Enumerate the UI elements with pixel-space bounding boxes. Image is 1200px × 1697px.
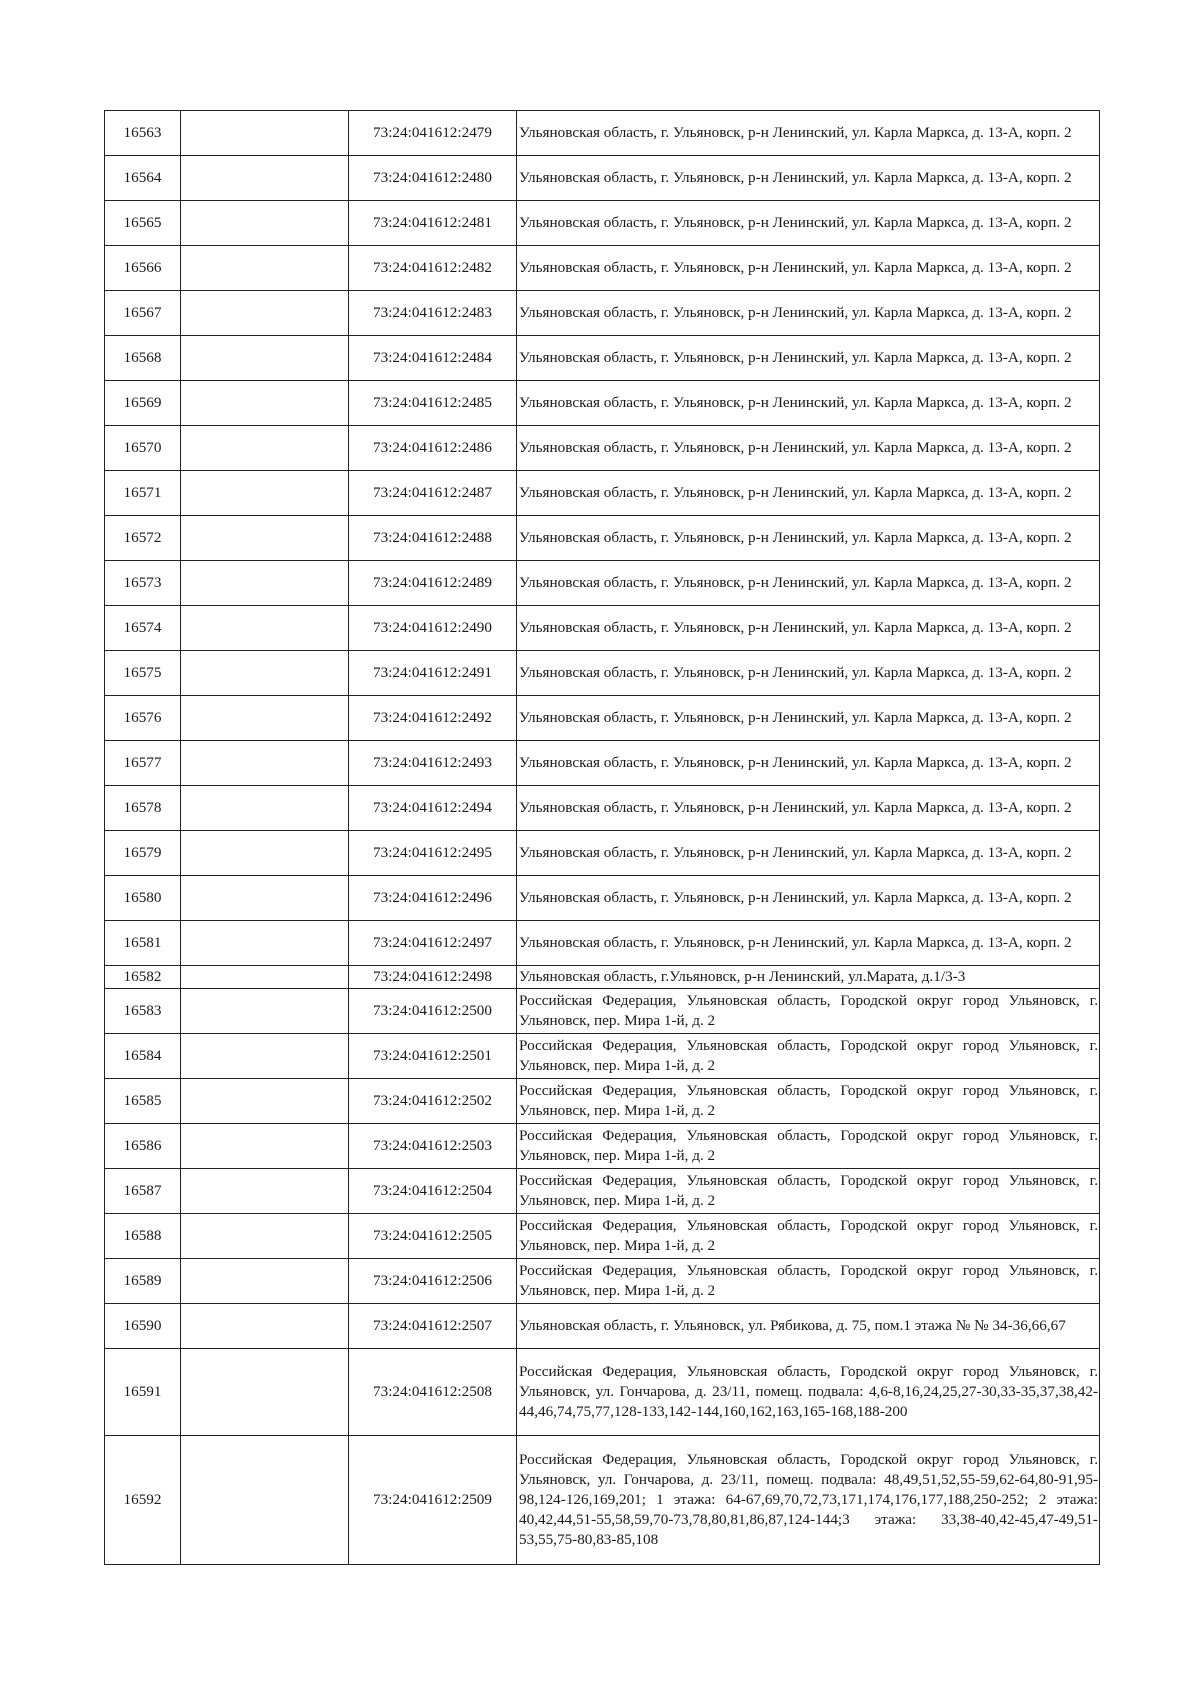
empty-cell	[181, 1349, 349, 1436]
empty-cell	[181, 516, 349, 561]
table-row	[105, 1034, 1100, 1079]
row-number-cell: 16576	[105, 696, 181, 741]
address-cell: Ульяновская область, г. Ульяновск, р-н Ленинский, ул. Карла Маркса, д. 13-А, корп. 2	[517, 741, 1100, 786]
address-cell: Российская Федерация, Ульяновская область, Городской округ город Ульяновск, г. Ульяновск, пер. Мира 1-й, д. 2	[517, 989, 1100, 1034]
empty-cell	[181, 921, 349, 966]
cadastral-number-cell: 73:24:041612:2486	[349, 426, 517, 471]
cadastral-number-cell: 73:24:041612:2509	[349, 1436, 517, 1565]
address-cell: Ульяновская область, г. Ульяновск, р-н Ленинский, ул. Карла Маркса, д. 13-А, корп. 2	[517, 516, 1100, 561]
cadastral-number-cell: 73:24:041612:2488	[349, 516, 517, 561]
empty-cell	[181, 1259, 349, 1304]
address-cell: Ульяновская область, г. Ульяновск, р-н Ленинский, ул. Карла Маркса, д. 13-А, корп. 2	[517, 381, 1100, 426]
cadastral-number-cell: 73:24:041612:2497	[349, 921, 517, 966]
empty-cell	[181, 201, 349, 246]
empty-cell	[181, 831, 349, 876]
address-cell: Ульяновская область, г. Ульяновск, р-н Ленинский, ул. Карла Маркса, д. 13-А, корп. 2	[517, 246, 1100, 291]
empty-cell	[181, 291, 349, 336]
address-cell: Ульяновская область, г. Ульяновск, р-н Ленинский, ул. Карла Маркса, д. 13-А, корп. 2	[517, 426, 1100, 471]
cadastral-number-cell: 73:24:041612:2489	[349, 561, 517, 606]
table-row	[105, 291, 1100, 336]
address-cell: Ульяновская область, г. Ульяновск, р-н Ленинский, ул. Карла Маркса, д. 13-А, корп. 2	[517, 201, 1100, 246]
row-number-cell: 16583	[105, 989, 181, 1034]
row-number-cell: 16584	[105, 1034, 181, 1079]
empty-cell	[181, 246, 349, 291]
cadastral-number-cell: 73:24:041612:2490	[349, 606, 517, 651]
table-row	[105, 1124, 1100, 1169]
cadastral-number-cell: 73:24:041612:2498	[349, 966, 517, 989]
cadastral-number-cell: 73:24:041612:2485	[349, 381, 517, 426]
address-cell: Ульяновская область, г. Ульяновск, р-н Ленинский, ул. Карла Маркса, д. 13-А, корп. 2	[517, 561, 1100, 606]
row-number-cell: 16580	[105, 876, 181, 921]
address-cell: Ульяновская область, г. Ульяновск, р-н Ленинский, ул. Карла Маркса, д. 13-А, корп. 2	[517, 336, 1100, 381]
address-cell: Российская Федерация, Ульяновская область, Городской округ город Ульяновск, г. Ульяновск, пер. Мира 1-й, д. 2	[517, 1214, 1100, 1259]
address-cell: Ульяновская область, г. Ульяновск, р-н Ленинский, ул. Карла Маркса, д. 13-А, корп. 2	[517, 156, 1100, 201]
address-cell: Ульяновская область, г. Ульяновск, р-н Ленинский, ул. Карла Маркса, д. 13-А, корп. 2	[517, 291, 1100, 336]
empty-cell	[181, 1124, 349, 1169]
address-cell: Российская Федерация, Ульяновская область, Городской округ город Ульяновск, г. Ульяновск, пер. Мира 1-й, д. 2	[517, 1259, 1100, 1304]
empty-cell	[181, 426, 349, 471]
row-number-cell: 16585	[105, 1079, 181, 1124]
address-cell: Российская Федерация, Ульяновская область, Городской округ город Ульяновск, г. Ульяновск, ул. Гончарова, д. 23/11, помещ. подвала: 4,6-8,16,24,25,27-30,33-35,37,38,42-44,46,74,75,77,128-133,142-144,160,162,163,165-168,188-200	[517, 1349, 1100, 1436]
row-number-cell: 16563	[105, 111, 181, 156]
row-number-cell: 16565	[105, 201, 181, 246]
address-cell: Ульяновская область, г. Ульяновск, р-н Ленинский, ул. Карла Маркса, д. 13-А, корп. 2	[517, 606, 1100, 651]
row-number-cell: 16587	[105, 1169, 181, 1214]
address-cell: Ульяновская область, г. Ульяновск, р-н Ленинский, ул. Карла Маркса, д. 13-А, корп. 2	[517, 921, 1100, 966]
table-row	[105, 741, 1100, 786]
row-number-cell: 16586	[105, 1124, 181, 1169]
cadastral-number-cell: 73:24:041612:2504	[349, 1169, 517, 1214]
table-row	[105, 1259, 1100, 1304]
table-row	[105, 381, 1100, 426]
cadastral-number-cell: 73:24:041612:2483	[349, 291, 517, 336]
cadastral-number-cell: 73:24:041612:2481	[349, 201, 517, 246]
cadastral-number-cell: 73:24:041612:2508	[349, 1349, 517, 1436]
registry-table	[104, 110, 1100, 1565]
cadastral-number-cell: 73:24:041612:2501	[349, 1034, 517, 1079]
table-row	[105, 831, 1100, 876]
row-number-cell: 16589	[105, 1259, 181, 1304]
row-number-cell: 16570	[105, 426, 181, 471]
row-number-cell: 16574	[105, 606, 181, 651]
cadastral-number-cell: 73:24:041612:2496	[349, 876, 517, 921]
row-number-cell: 16575	[105, 651, 181, 696]
table-row	[105, 336, 1100, 381]
address-cell: Ульяновская область, г. Ульяновск, ул. Рябикова, д. 75, пом.1 этажа № № 34-36,66,67	[517, 1304, 1100, 1349]
row-number-cell: 16571	[105, 471, 181, 516]
row-number-cell: 16568	[105, 336, 181, 381]
address-cell: Ульяновская область, г. Ульяновск, р-н Ленинский, ул. Карла Маркса, д. 13-А, корп. 2	[517, 696, 1100, 741]
table-row	[105, 966, 1100, 989]
table-row	[105, 876, 1100, 921]
empty-cell	[181, 1436, 349, 1565]
address-cell: Ульяновская область, г. Ульяновск, р-н Ленинский, ул. Карла Маркса, д. 13-А, корп. 2	[517, 831, 1100, 876]
table-row	[105, 1304, 1100, 1349]
empty-cell	[181, 381, 349, 426]
address-cell: Ульяновская область, г. Ульяновск, р-н Ленинский, ул. Карла Маркса, д. 13-А, корп. 2	[517, 111, 1100, 156]
row-number-cell: 16590	[105, 1304, 181, 1349]
cadastral-number-cell: 73:24:041612:2479	[349, 111, 517, 156]
table-row	[105, 651, 1100, 696]
empty-cell	[181, 1304, 349, 1349]
row-number-cell: 16578	[105, 786, 181, 831]
table-row	[105, 246, 1100, 291]
empty-cell	[181, 651, 349, 696]
row-number-cell: 16564	[105, 156, 181, 201]
table-row	[105, 921, 1100, 966]
table-row	[105, 516, 1100, 561]
cadastral-number-cell: 73:24:041612:2493	[349, 741, 517, 786]
empty-cell	[181, 966, 349, 989]
table-row	[105, 426, 1100, 471]
empty-cell	[181, 156, 349, 201]
address-cell: Российская Федерация, Ульяновская область, Городской округ город Ульяновск, г. Ульяновск, пер. Мира 1-й, д. 2	[517, 1034, 1100, 1079]
cadastral-number-cell: 73:24:041612:2491	[349, 651, 517, 696]
table-row	[105, 111, 1100, 156]
empty-cell	[181, 741, 349, 786]
row-number-cell: 16588	[105, 1214, 181, 1259]
cadastral-number-cell: 73:24:041612:2494	[349, 786, 517, 831]
address-cell: Российская Федерация, Ульяновская область, Городской округ город Ульяновск, г. Ульяновск, пер. Мира 1-й, д. 2	[517, 1124, 1100, 1169]
registry-table-body	[105, 111, 1100, 1565]
empty-cell	[181, 471, 349, 516]
address-cell: Российская Федерация, Ульяновская область, Городской округ город Ульяновск, г. Ульяновск, ул. Гончарова, д. 23/11, помещ. подвала: 48,49,51,52,55-59,62-64,80-91,95-98,124-126,169,201; 1 этажа: 64-67,69,70,72,73,171,174,176,177,188,250-252; 2 этажа: 40,42,44,51-55,58,59,70-73,78,80,81,86,87,124-144;3 этажа: 33,38-40,42-45,47-49,51-53,55,75-80,83-85,108	[517, 1436, 1100, 1565]
table-row	[105, 561, 1100, 606]
cadastral-number-cell: 73:24:041612:2484	[349, 336, 517, 381]
address-cell: Ульяновская область, г. Ульяновск, р-н Ленинский, ул. Карла Маркса, д. 13-А, корп. 2	[517, 786, 1100, 831]
empty-cell	[181, 696, 349, 741]
table-row	[105, 1169, 1100, 1214]
address-cell: Ульяновская область, г. Ульяновск, р-н Ленинский, ул. Карла Маркса, д. 13-А, корп. 2	[517, 876, 1100, 921]
row-number-cell: 16566	[105, 246, 181, 291]
cadastral-number-cell: 73:24:041612:2482	[349, 246, 517, 291]
cadastral-number-cell: 73:24:041612:2502	[349, 1079, 517, 1124]
row-number-cell: 16567	[105, 291, 181, 336]
cadastral-number-cell: 73:24:041612:2500	[349, 989, 517, 1034]
cadastral-number-cell: 73:24:041612:2507	[349, 1304, 517, 1349]
cadastral-number-cell: 73:24:041612:2480	[349, 156, 517, 201]
row-number-cell: 16577	[105, 741, 181, 786]
empty-cell	[181, 336, 349, 381]
empty-cell	[181, 786, 349, 831]
empty-cell	[181, 1214, 349, 1259]
address-cell: Ульяновская область, г. Ульяновск, р-н Ленинский, ул. Карла Маркса, д. 13-А, корп. 2	[517, 471, 1100, 516]
table-row	[105, 201, 1100, 246]
table-row	[105, 989, 1100, 1034]
address-cell: Ульяновская область, г.Ульяновск, р-н Ленинский, ул.Марата, д.1/3-3	[517, 966, 1100, 989]
table-row	[105, 1214, 1100, 1259]
cadastral-number-cell: 73:24:041612:2503	[349, 1124, 517, 1169]
table-row	[105, 156, 1100, 201]
address-cell: Российская Федерация, Ульяновская область, Городской округ город Ульяновск, г. Ульяновск, пер. Мира 1-й, д. 2	[517, 1169, 1100, 1214]
empty-cell	[181, 1079, 349, 1124]
empty-cell	[181, 1034, 349, 1079]
empty-cell	[181, 1169, 349, 1214]
row-number-cell: 16582	[105, 966, 181, 989]
row-number-cell: 16579	[105, 831, 181, 876]
table-row	[105, 1349, 1100, 1436]
row-number-cell: 16572	[105, 516, 181, 561]
cadastral-number-cell: 73:24:041612:2487	[349, 471, 517, 516]
row-number-cell: 16569	[105, 381, 181, 426]
empty-cell	[181, 561, 349, 606]
empty-cell	[181, 111, 349, 156]
table-row	[105, 471, 1100, 516]
empty-cell	[181, 606, 349, 651]
table-row	[105, 606, 1100, 651]
row-number-cell: 16581	[105, 921, 181, 966]
empty-cell	[181, 989, 349, 1034]
table-row	[105, 1436, 1100, 1565]
table-row	[105, 696, 1100, 741]
cadastral-number-cell: 73:24:041612:2505	[349, 1214, 517, 1259]
row-number-cell: 16592	[105, 1436, 181, 1565]
cadastral-number-cell: 73:24:041612:2495	[349, 831, 517, 876]
cadastral-number-cell: 73:24:041612:2506	[349, 1259, 517, 1304]
empty-cell	[181, 876, 349, 921]
address-cell: Российская Федерация, Ульяновская область, Городской округ город Ульяновск, г. Ульяновск, пер. Мира 1-й, д. 2	[517, 1079, 1100, 1124]
table-row	[105, 1079, 1100, 1124]
document-page	[104, 110, 1100, 1565]
cadastral-number-cell: 73:24:041612:2492	[349, 696, 517, 741]
address-cell: Ульяновская область, г. Ульяновск, р-н Ленинский, ул. Карла Маркса, д. 13-А, корп. 2	[517, 651, 1100, 696]
row-number-cell: 16591	[105, 1349, 181, 1436]
table-row	[105, 786, 1100, 831]
row-number-cell: 16573	[105, 561, 181, 606]
